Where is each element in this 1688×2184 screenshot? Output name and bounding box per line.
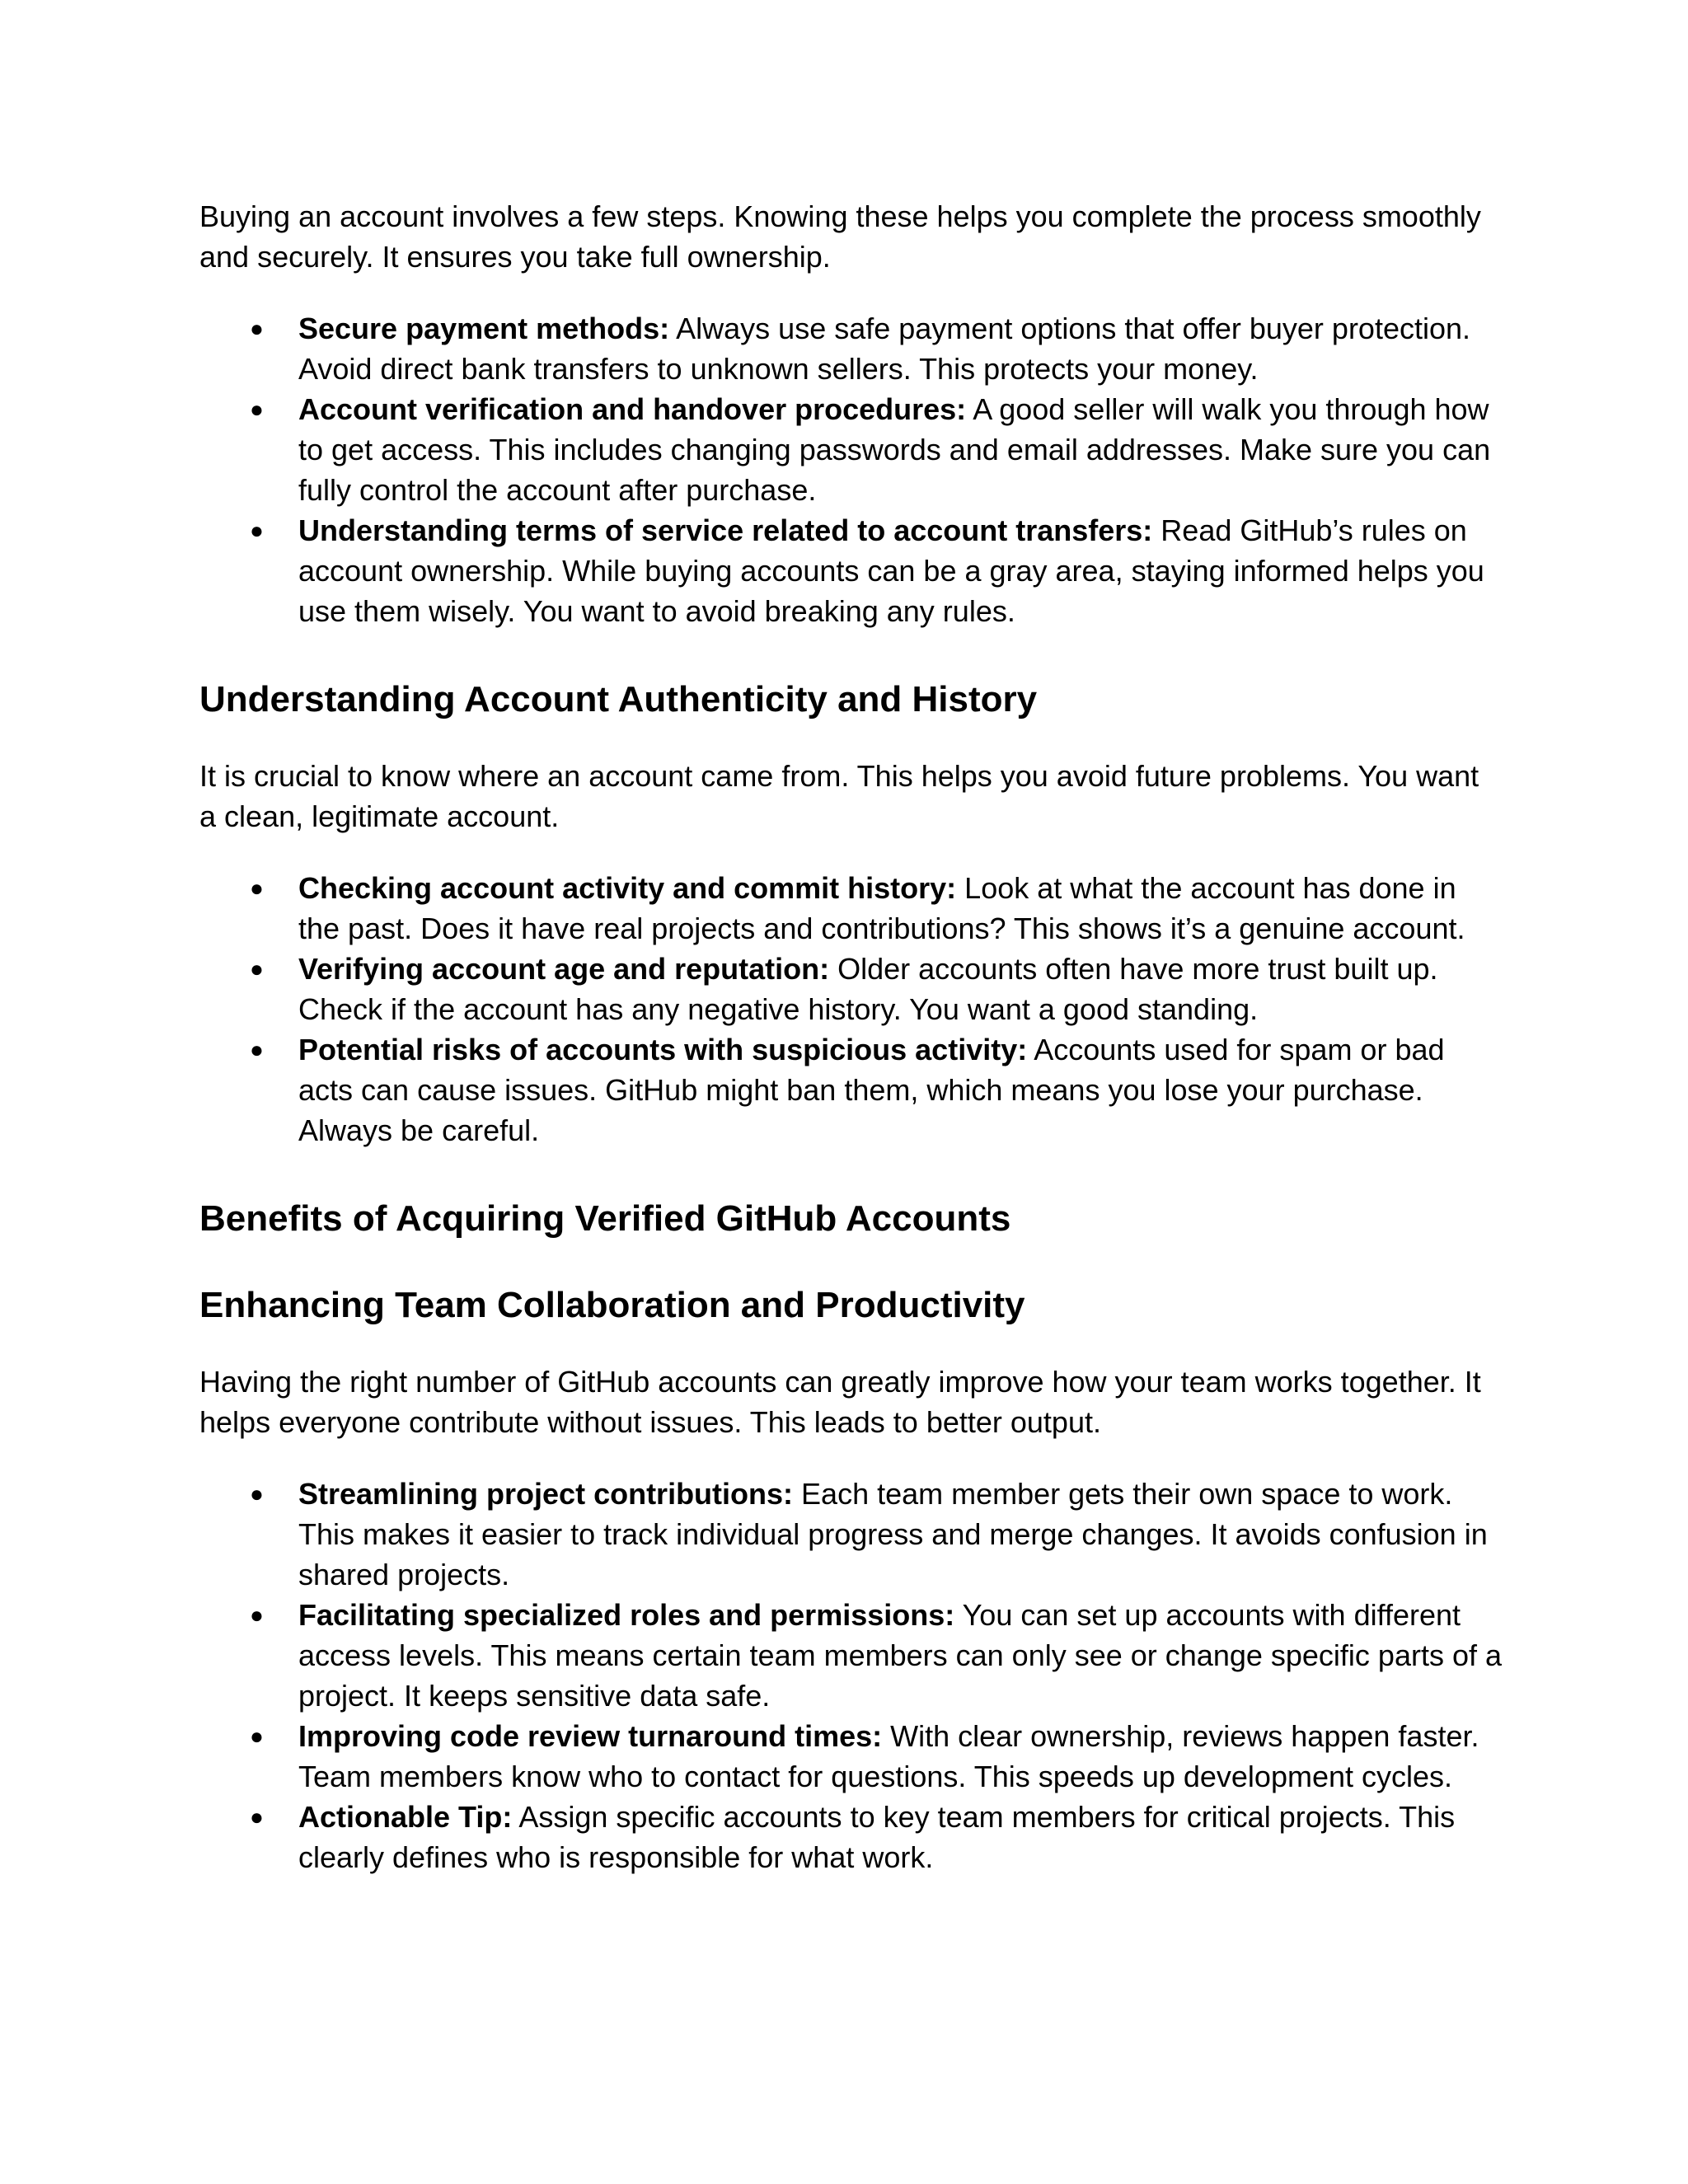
list-item-text: A good seller will walk you through how to get access. This includes changing passwords and email addresses. Make sure you can fully control the account after purchase. (298, 392, 1491, 507)
list-item (250, 1029, 1502, 1151)
purchase-steps-list (199, 308, 1502, 631)
bullet-icon: ● (250, 1804, 264, 1830)
list-item-text: Each team member gets their own space to work. This makes it easier to track individual progress and merge changes. It avoids confusion in shared projects. (298, 1477, 1488, 1591)
list-item-text: Older accounts often have more trust built up. Check if the account has any negative history. You want a good standing. (298, 952, 1438, 1026)
list-item (250, 1595, 1503, 1716)
collaboration-heading: Enhancing Team Collaboration and Productivity (199, 1285, 1025, 1325)
list-item (250, 1474, 1502, 1595)
list-item (250, 389, 1502, 510)
list-item-title: Streamlining project contributions: (298, 1477, 794, 1511)
authenticity-heading: Understanding Account Authenticity and History (199, 679, 1038, 719)
list-item-text: With clear ownership, reviews happen faster. Team members know who to contact for questions. This speeds up development cycles. (298, 1719, 1479, 1793)
collaboration-list (199, 1474, 1502, 1877)
list-item-text: Accounts used for spam or bad acts can cause issues. GitHub might ban them, which means you lose your purchase. Always be careful. (298, 1033, 1445, 1147)
list-item (250, 1716, 1502, 1797)
bullet-icon: ● (250, 396, 264, 422)
list-item-title: Verifying account age and reputation: (298, 952, 830, 986)
bullet-icon: ● (250, 1481, 264, 1507)
list-item-title: Improving code review turnaround times: (298, 1719, 883, 1753)
bullet-icon: ● (250, 1723, 264, 1749)
list-item-text: Always use safe payment options that offer buyer protection. Avoid direct bank transfers to unknown sellers. This protects your money. (298, 312, 1471, 386)
bullet-icon: ● (250, 316, 264, 341)
authenticity-list (199, 868, 1502, 1151)
collaboration-paragraph: Having the right number of GitHub accounts can greatly improve how your team works together. It helps everyone contribute without issues. This leads to better output. (199, 1365, 1481, 1439)
list-item-title: Checking account activity and commit history: (298, 871, 957, 905)
bullet-icon: ● (250, 956, 264, 982)
authenticity-paragraph: It is crucial to know where an account came from. This helps you avoid future problems. You want a clean, legitimate account. (199, 759, 1479, 833)
list-item-title: Actionable Tip: (298, 1800, 513, 1834)
list-item-title: Account verification and handover procedures: (298, 392, 967, 426)
list-item (250, 949, 1502, 1029)
list-item-title: Understanding terms of service related to account transfers: (298, 513, 1153, 547)
document-page (199, 196, 1502, 1877)
intro-paragraph: Buying an account involves a few steps. Knowing these helps you complete the process smoothly and securely. It ensures you take full ownership. (199, 199, 1481, 274)
benefits-heading: Benefits of Acquiring Verified GitHub Accounts (199, 1198, 1011, 1239)
bullet-icon: ● (250, 1602, 264, 1628)
bullet-icon: ● (250, 518, 264, 543)
list-item-text: Read GitHub’s rules on account ownership. While buying accounts can be a gray area, staying informed helps you use them wisely. You want to avoid breaking any rules. (298, 513, 1484, 628)
list-item-text: Assign specific accounts to key team members for critical projects. This clearly defines who is responsible for what work. (298, 1800, 1456, 1874)
list-item-title: Secure payment methods: (298, 312, 670, 345)
list-item (250, 868, 1502, 949)
bullet-icon: ● (250, 1037, 264, 1062)
bullet-icon: ● (250, 875, 264, 901)
list-item (250, 510, 1502, 631)
list-item-text: You can set up accounts with different access levels. This means certain team members can only see or change specific parts of a project. It keeps sensitive data safe. (298, 1598, 1503, 1713)
list-item (250, 308, 1502, 389)
list-item (250, 1797, 1502, 1877)
list-item-text: Look at what the account has done in the past. Does it have real projects and contributions? This shows it’s a genuine account. (298, 871, 1465, 945)
list-item-title: Potential risks of accounts with suspicious activity: (298, 1033, 1028, 1066)
list-item-title: Facilitating specialized roles and permissions: (298, 1598, 955, 1632)
